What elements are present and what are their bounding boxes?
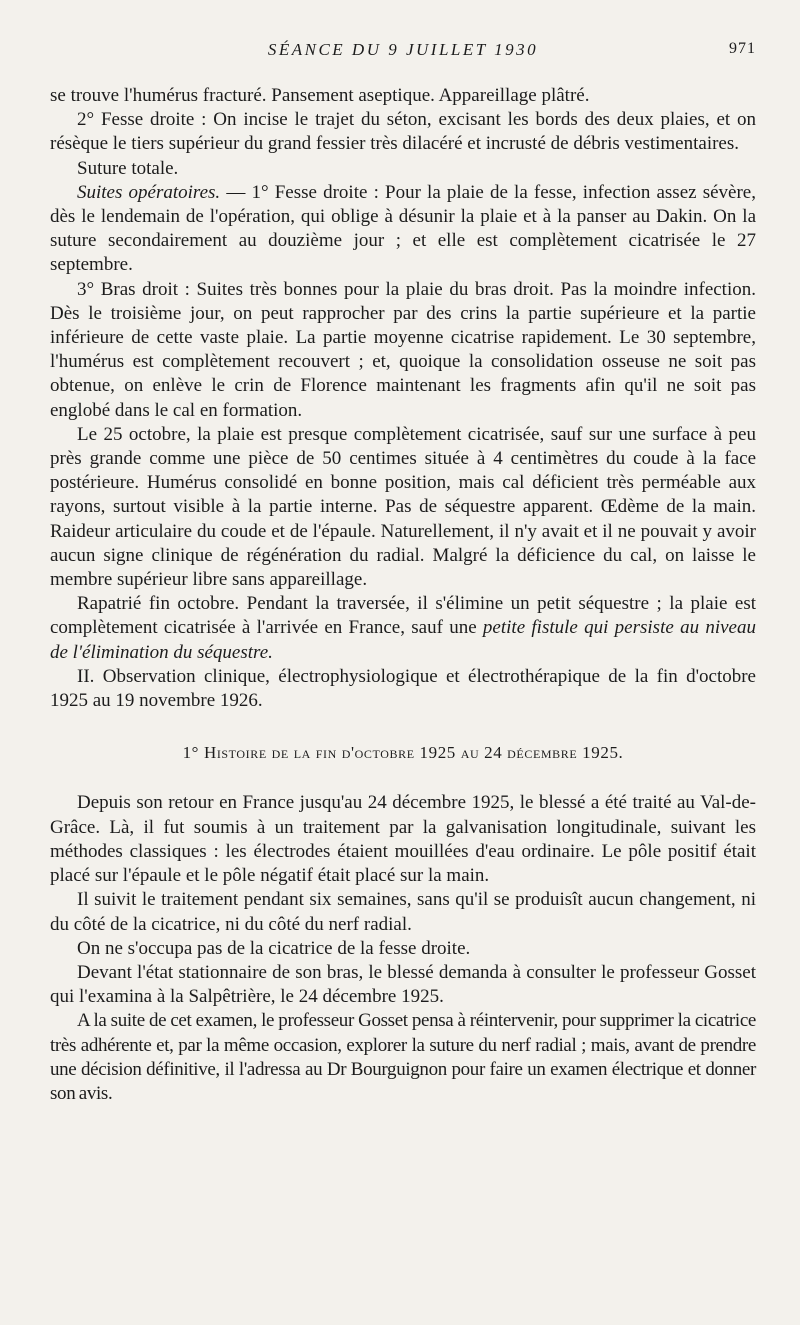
paragraph-7: Rapatrié fin octobre. Pendant la traversée, il s'élimine un petit séquestre ; la plaie est complètement cicatrisée à l'arrivée en France, sauf une petite fistule qui persiste au niveau de l'élimination du séquestre.: [50, 593, 756, 663]
paragraph-13: A la suite de cet examen, le professeur Gosset pensa à réintervenir, pour supprimer la cicatrice très adhérente et, par la même occasion, explorer la suture du nerf radial ; mais, avant de prendre une décision définitive, il l'adressa au Dr Bourguignon pour faire un examen électrique et donner son avis.: [50, 1010, 756, 1104]
section-heading: [50, 741, 756, 765]
paragraph-3: Suture totale.: [77, 157, 179, 179]
header-title: SÉANCE DU 9 JUILLET 1930: [267, 40, 539, 59]
body-text: [50, 84, 756, 1106]
paragraph-11: On ne s'occupa pas de la cicatrice de la fesse droite.: [77, 937, 471, 959]
italic-lead: Suites opératoires.: [77, 181, 221, 203]
section-heading-text: Histoire de la fin d'octobre 1925 au 24 décembre 1925.: [203, 743, 624, 763]
page-number: 971: [729, 40, 756, 57]
paragraph-12: Devant l'état stationnaire de son bras, le blessé demanda à consulter le professeur Gosset qui l'examina à la Salpêtrière, le 24 décembre 1925.: [50, 961, 756, 1008]
section-heading-prefix: 1°: [182, 743, 204, 763]
paragraph-5: 3° Bras droit : Suites très bonnes pour la plaie du bras droit. Pas la moindre infection. Dès le troisième jour, on peut rapprocher par des crins la partie supérieure et la partie inférieure de cette vaste plaie. La partie moyenne cicatrise rapidement. Le 30 septembre, l'humérus est complètement recouvert ; et, quoique la consolidation osseuse ne soit pas obtenue, on enlève le crin de Florence maintenant les fragments afin qu'il ne soit pas englobé dans le cal en formation.: [50, 278, 756, 421]
paragraph-1: se trouve l'humérus fracturé. Pansement aseptique. Appareillage plâtré.: [50, 85, 590, 106]
paragraph-8: II. Observation clinique, électrophysiologique et électrothérapique de la fin d'octobre 1925 au 19 novembre 1926.: [50, 665, 756, 712]
running-header: [50, 40, 756, 70]
paragraph-2: 2° Fesse droite : On incise le trajet du séton, excisant les bords des deux plaies, et on résèque le tiers supérieur du grand fessier très dilacéré et incrusté de débris vestimentaires.: [50, 109, 756, 155]
italic-trail: petite fistule qui persiste au niveau de l'élimination du séquestre.: [50, 617, 756, 663]
paragraph-9: Depuis son retour en France jusqu'au 24 décembre 1925, le blessé a été traité au Val-de-Grâce. Là, il fut soumis à un traitement par la galvanisation longitudinale, suivant les méthodes classiques : les électrodes étaient mouillées d'eau ordinaire. Le pôle positif était placé sur l'épaule et le pôle négatif était placé sur la main.: [50, 792, 756, 887]
paragraph-4: Suites opératoires. — 1° Fesse droite : Pour la plaie de la fesse, infection assez sévère, dès le lendemain de l'opération, qui oblige à désunir la plaie et à la panser au Dakin. On la suture secondairement au douzième jour ; et elle est complètement cicatrisée le 27 septembre.: [50, 181, 756, 276]
paragraph-10: Il suivit le traitement pendant six semaines, sans qu'il se produisît aucun changement, ni du côté de la cicatrice, ni du côté du nerf radial.: [50, 889, 756, 935]
paragraph-6: Le 25 octobre, la plaie est presque complètement cicatrisée, sauf sur une surface à peu près grande comme une pièce de 50 centimes située à 4 centimètres du coude à la face postérieure. Humérus consolidé en bonne position, mais cal déficient très perméable aux rayons, surtout visible à la partie interne. Pas de séquestre apparent. Œdème de la main. Raideur articulaire du coude et de l'épaule. Naturellement, il n'y avait et il ne pouvait y avoir aucun signe clinique de régénération du radial. Malgré la déficience du cal, on laisse le membre supérieur libre sans appareillage.: [50, 423, 756, 591]
